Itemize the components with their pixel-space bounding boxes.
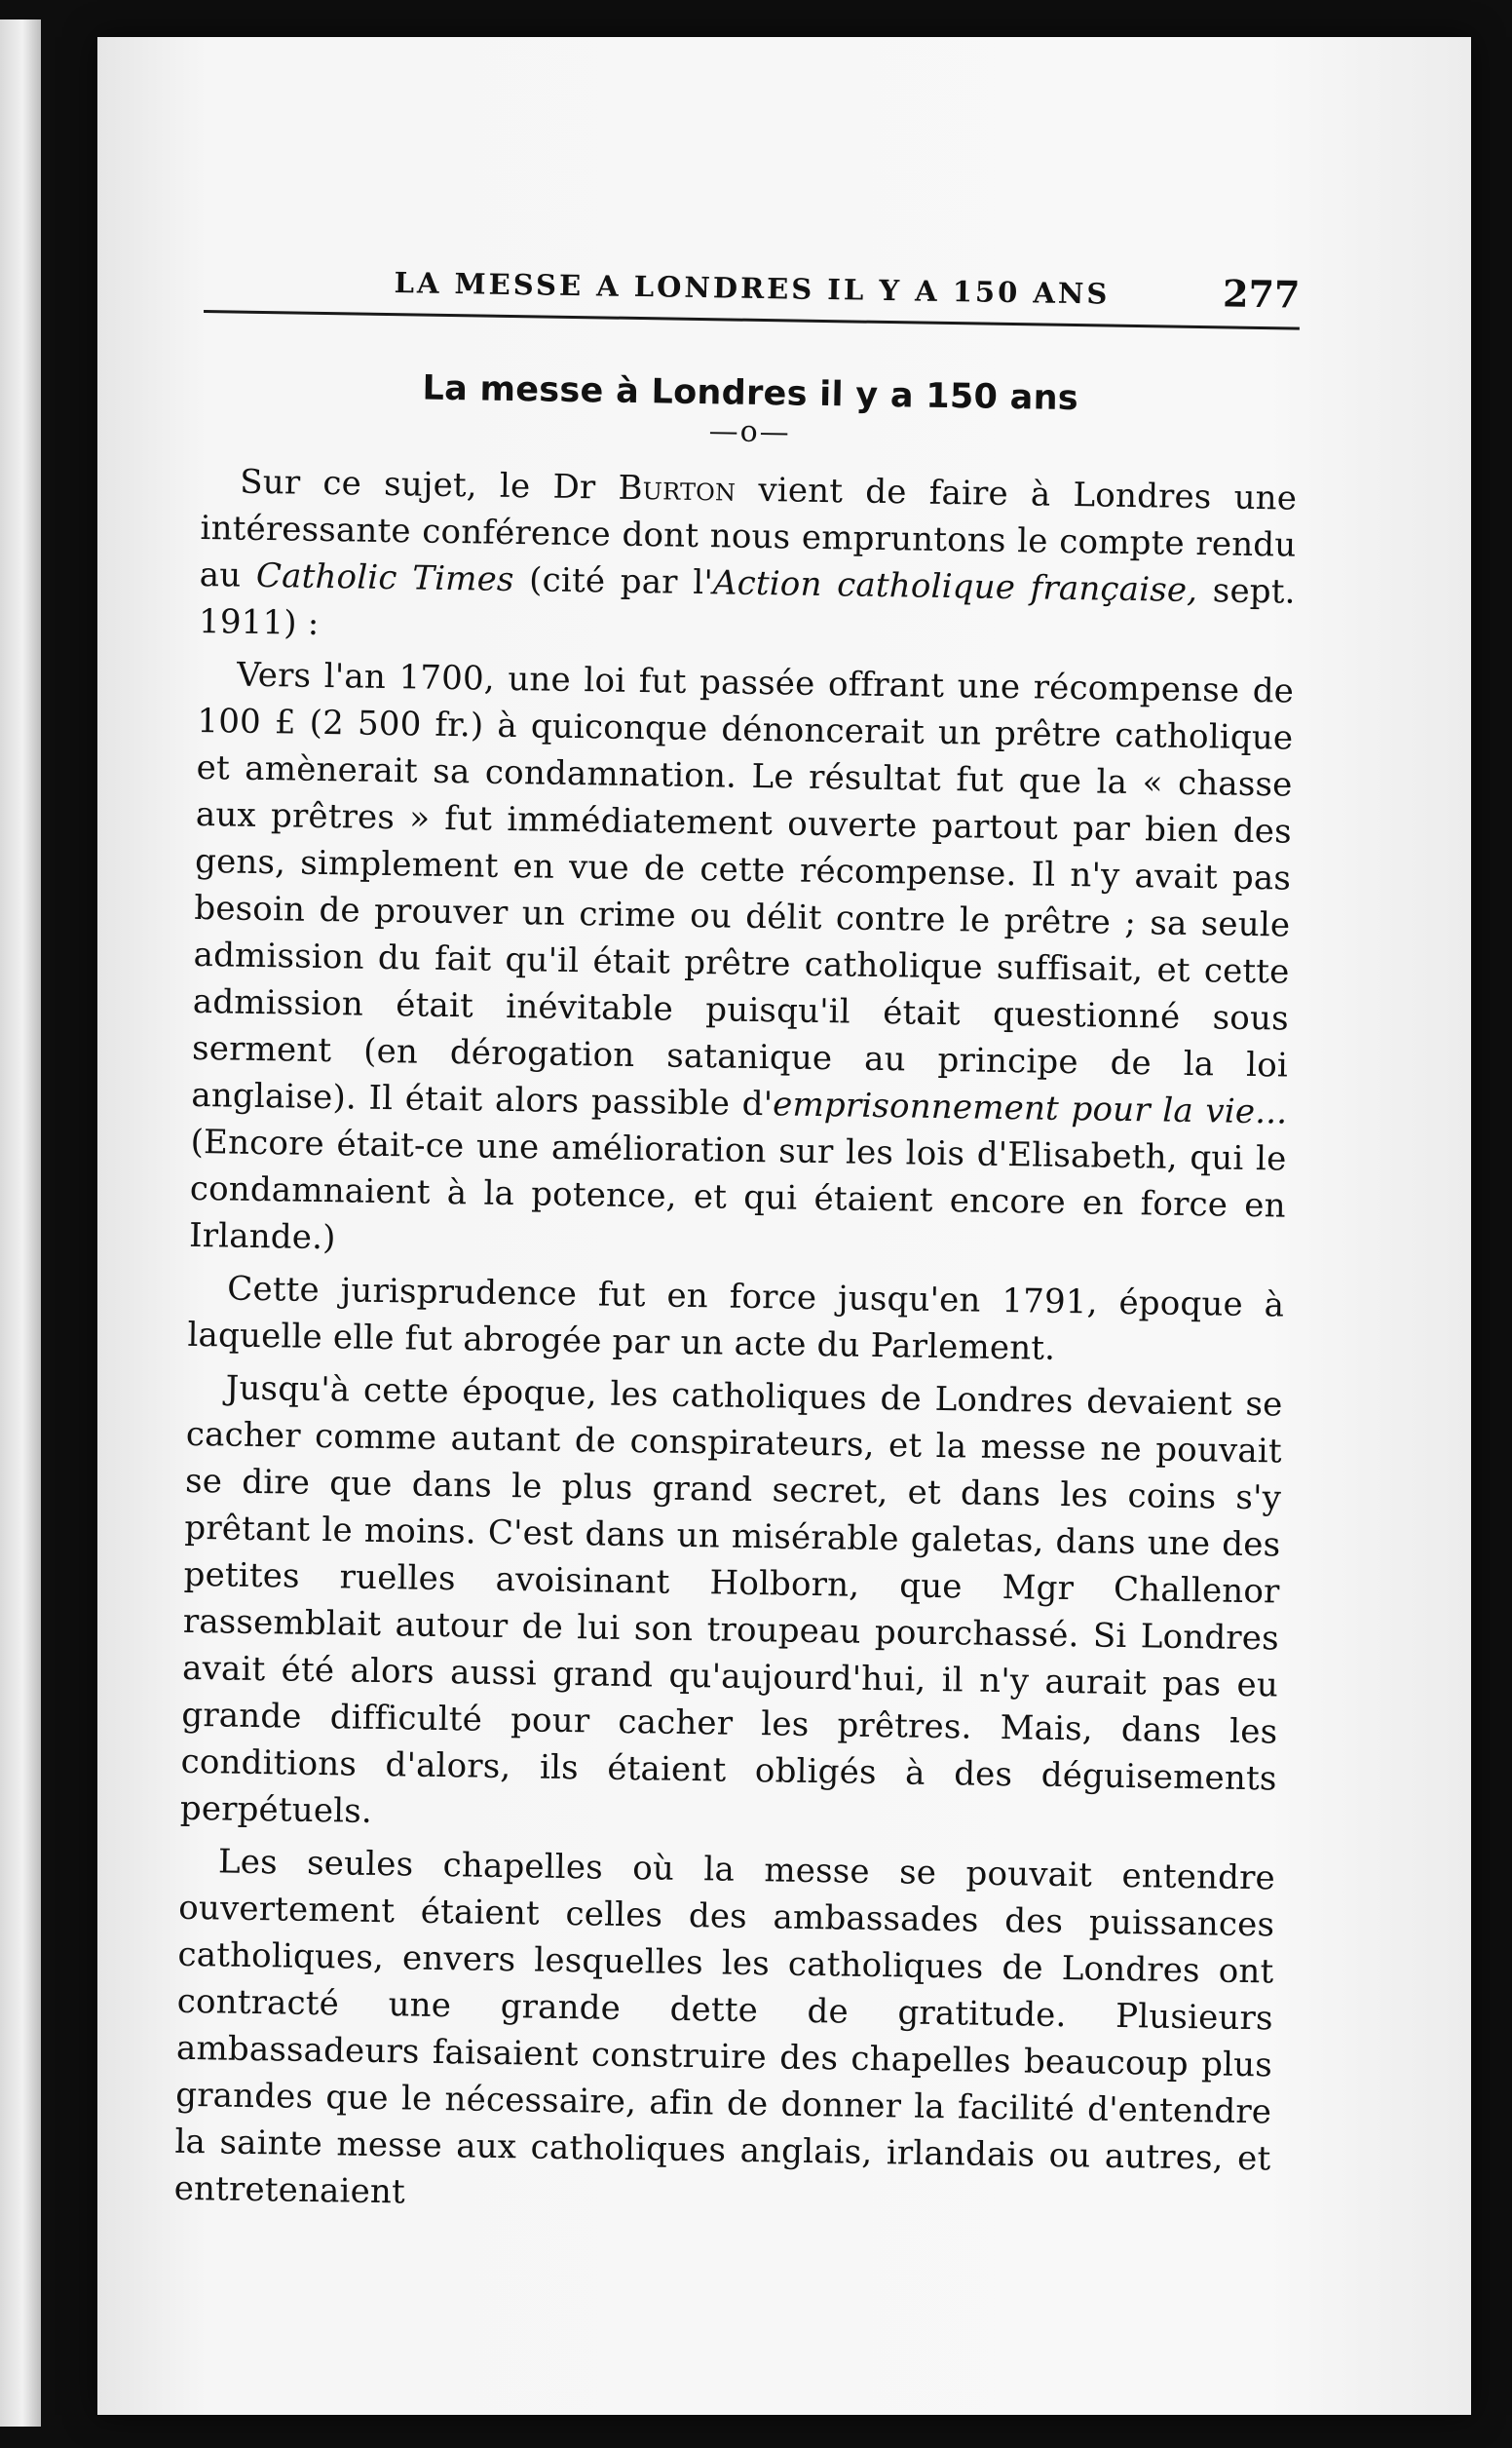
paragraph-1-text-c: (cité par l': [513, 560, 714, 603]
paragraph-1-text-d: sept. 1911) :: [198, 571, 1296, 643]
paragraph-1: [199, 458, 1298, 663]
paragraph-2-text-a: Vers l'an 1700, une loi fut passée offrant une récompense de 100 £ (2 500 fr.) à quiconque dénoncerait un prêtre catholique et amènerait sa condamnation. Le résultat fut que la « chasse aux prêtres » fut immédiatement ouverte partout par bien des gens, simplement en vue de cette récompense. Il n'y avait pas besoin de prouver un crime ou délit contre le prêtre ; sa seule admission du fait qu'il était prêtre catholique suffisait, et cette admission était inévitable puisqu'il était questionné sous serment (en dérogation satanique au principe de la loi anglaise). Il était alors passible d': [191, 655, 1295, 1125]
paragraph-1-text-b: vient de faire à Londres une intéressante conférence dont nous empruntons le compte rendu au: [199, 470, 1298, 595]
page-content: [173, 251, 1301, 2235]
paragraph-2: [189, 651, 1295, 1277]
book-page: [97, 37, 1471, 2415]
paragraph-2-italic: emprisonnement pour la vie...: [772, 1085, 1288, 1132]
paragraph-2-text-b: (Encore était-ce une amélioration sur les lois d'Elisabeth, qui le condamnaient à la potence, et qui étaient encore en force en Irlande.): [188, 1122, 1287, 1258]
author-name: Burton: [618, 468, 737, 510]
paragraph-5: Les seules chapelles où la messe se pouvait entendre ouvertement étaient celles des ambassades des puissances catholiques, envers lesquelles les catholiques de Londres ont contracté une grande dette de gratitude. Plusieurs ambassadeurs faisaient construire des chapelles beaucoup plus grandes que le nécessaire, afin de donner la facilité d'entendre la sainte messe aux catholiques anglais, irlandais ou autres, et entretenaient: [173, 1842, 1276, 2212]
article-title: La messe à Londres il y a 150 ans: [422, 368, 1079, 419]
publication-name-catholic-times: Catholic Times: [255, 555, 514, 600]
running-head-title: LA MESSE A LONDRES IL Y A 150 ANS: [394, 266, 1111, 311]
page-number: 277: [1222, 271, 1301, 317]
adjacent-page-edge: [0, 19, 41, 2427]
paragraph-1-text-a: Sur ce sujet, le Dr: [239, 462, 619, 508]
running-head: [204, 251, 1301, 330]
publication-name-action-catholique: Action catholique française,: [712, 563, 1198, 611]
title-separator: —o—: [708, 414, 791, 450]
paragraph-3: Cette jurisprudence fut en force jusqu'en 1791, époque à laquelle elle fut abrogée par un acte du Parlement.: [187, 1269, 1285, 1368]
paragraph-4: Jusqu'à cette époque, les catholiques de Londres devaient se cacher comme autant de conspirateurs, et la messe ne pouvait se dire que dans le plus grand secret, et dans les coins s'y prêtant le moins. C'est dans un misérable galetas, dans une des petites ruelles avoisinant Holborn, que Mgr Challenor rassemblait autour de lui son troupeau pourchassé. Si Londres avait été alors aussi grand qu'aujourd'hui, il n'y aurait pas eu grande difficulté pour cacher les prêtres. Mais, dans les conditions d'alors, ils étaient obligés à des déguisements perpétuels.: [179, 1368, 1283, 1831]
